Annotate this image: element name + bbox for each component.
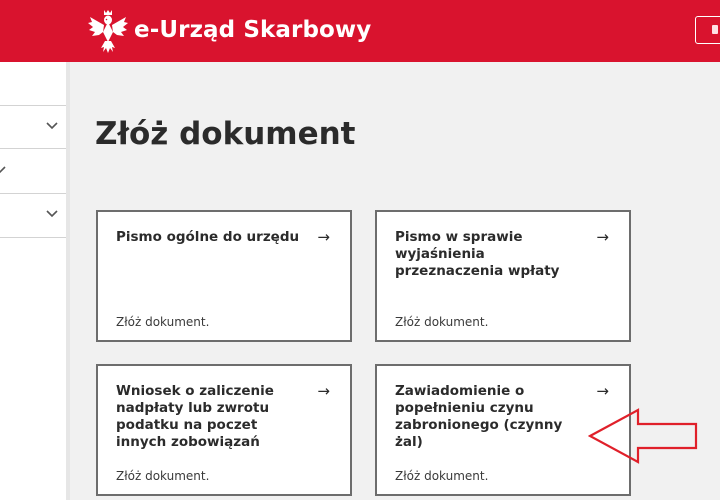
card-subtitle: Złóż dokument. [395,469,489,483]
sidebar-item-1[interactable] [0,105,66,149]
app-brand-title[interactable]: e-Urząd Skarbowy [134,17,372,43]
card-title: Pismo ogólne do urzędu [116,229,300,245]
card-subtitle: Złóż dokument. [116,315,210,329]
sidebar-item-2[interactable] [0,150,66,194]
page-title: Złóż dokument [95,116,356,152]
arrow-right-icon: → [596,382,609,400]
red-outline-arrow-icon [588,408,700,466]
document-card-general-letter[interactable] [96,210,352,342]
chevron-down-icon [46,210,58,218]
chevron-down-icon [0,166,6,174]
polish-eagle-emblem-icon [86,8,130,54]
top-header [0,0,720,62]
button-mark-icon [712,25,718,34]
sidebar [0,62,66,500]
arrow-right-icon: → [317,228,330,246]
card-title: Pismo w sprawie wyjaśnienia przeznaczenia wpłaty [395,229,560,279]
sidebar-item-3[interactable] [0,194,66,238]
card-title: Wniosek o zaliczenie nadpłaty lub zwrotu podatku na poczet innych zobowiązań [116,383,274,450]
chevron-down-icon [46,122,58,130]
card-subtitle: Złóż dokument. [395,315,489,329]
header-language-button[interactable] [695,16,720,44]
card-title: Zawiadomienie o popełnieniu czynu zabronionego (czynny żal) [395,383,563,450]
card-subtitle: Złóż dokument. [116,469,210,483]
document-card-payment-explanation[interactable] [375,210,631,342]
arrow-right-icon: → [596,228,609,246]
arrow-right-icon: → [317,382,330,400]
document-card-overpayment-credit[interactable] [96,364,352,496]
